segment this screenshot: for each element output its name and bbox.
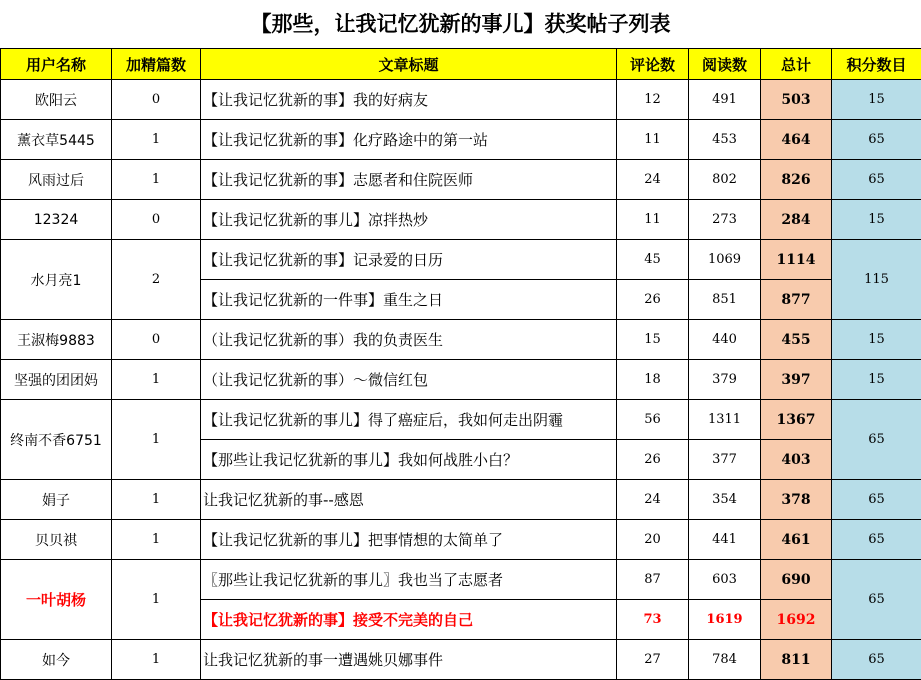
article-title-cell: 【让我记忆犹新的事】化疗路途中的第一站 bbox=[201, 120, 617, 160]
col-header-jiajing: 加精篇数 bbox=[112, 49, 201, 80]
jiajing-count-cell: 0 bbox=[112, 80, 201, 120]
article-title-cell: 【让我记忆犹新的事儿】把事情想的太简单了 bbox=[201, 520, 617, 560]
user-name-cell: 欧阳云 bbox=[1, 80, 112, 120]
read-count-cell: 379 bbox=[689, 360, 761, 400]
article-title-cell: 【那些让我记忆犹新的事儿】我如何战胜小白？ bbox=[201, 440, 617, 480]
jiajing-count-cell: 1 bbox=[112, 520, 201, 560]
comment-count-cell: 56 bbox=[617, 400, 689, 440]
col-header-reads: 阅读数 bbox=[689, 49, 761, 80]
read-count-cell: 440 bbox=[689, 320, 761, 360]
jiajing-count-cell: 1 bbox=[112, 120, 201, 160]
total-cell: 284 bbox=[761, 200, 832, 240]
points-cell: 65 bbox=[832, 160, 921, 200]
user-name-cell: 娟子 bbox=[1, 480, 112, 520]
points-cell: 65 bbox=[832, 640, 921, 680]
read-count-cell: 273 bbox=[689, 200, 761, 240]
user-name-cell: 如今 bbox=[1, 640, 112, 680]
read-count-cell: 784 bbox=[689, 640, 761, 680]
total-cell: 455 bbox=[761, 320, 832, 360]
col-header-user: 用户名称 bbox=[1, 49, 112, 80]
user-name-cell: 坚强的团团妈 bbox=[1, 360, 112, 400]
points-cell: 15 bbox=[832, 320, 921, 360]
article-title-cell: 【让我记忆犹新的事儿】得了癌症后，我如何走出阴霾 bbox=[201, 400, 617, 440]
table-row bbox=[1, 640, 921, 680]
total-cell: 397 bbox=[761, 360, 832, 400]
total-cell: 403 bbox=[761, 440, 832, 480]
comment-count-cell: 12 bbox=[617, 80, 689, 120]
comment-count-cell: 24 bbox=[617, 160, 689, 200]
total-cell: 461 bbox=[761, 520, 832, 560]
points-cell: 115 bbox=[832, 240, 921, 320]
comment-count-cell: 20 bbox=[617, 520, 689, 560]
jiajing-count-cell: 1 bbox=[112, 640, 201, 680]
read-count-cell: 1311 bbox=[689, 400, 761, 440]
points-cell: 65 bbox=[832, 120, 921, 160]
read-count-cell: 453 bbox=[689, 120, 761, 160]
user-name-cell: 水月亮1 bbox=[1, 240, 112, 320]
article-title-cell: 〖那些让我记忆犹新的事儿〗我也当了志愿者 bbox=[201, 560, 617, 600]
page-title: 【那些，让我记忆犹新的事儿】获奖帖子列表 bbox=[0, 0, 921, 48]
table-body bbox=[1, 80, 921, 680]
col-header-total: 总计 bbox=[761, 49, 832, 80]
table-row bbox=[1, 560, 921, 600]
jiajing-count-cell: 0 bbox=[112, 200, 201, 240]
award-table bbox=[0, 48, 921, 680]
table-row bbox=[1, 80, 921, 120]
comment-count-cell: 87 bbox=[617, 560, 689, 600]
points-cell: 65 bbox=[832, 520, 921, 560]
total-cell: 378 bbox=[761, 480, 832, 520]
jiajing-count-cell: 1 bbox=[112, 560, 201, 640]
col-header-points: 积分数目 bbox=[832, 49, 921, 80]
col-header-comments: 评论数 bbox=[617, 49, 689, 80]
table-row bbox=[1, 400, 921, 440]
jiajing-count-cell: 1 bbox=[112, 160, 201, 200]
jiajing-count-cell: 2 bbox=[112, 240, 201, 320]
user-name-cell: 薰衣草5445 bbox=[1, 120, 112, 160]
table-row bbox=[1, 120, 921, 160]
table-row bbox=[1, 520, 921, 560]
table-row bbox=[1, 160, 921, 200]
comment-count-cell: 73 bbox=[617, 600, 689, 640]
total-cell: 690 bbox=[761, 560, 832, 600]
total-cell: 503 bbox=[761, 80, 832, 120]
user-name-cell: 12324 bbox=[1, 200, 112, 240]
read-count-cell: 491 bbox=[689, 80, 761, 120]
article-title-cell: 【让我记忆犹新的事】接受不完美的自己 bbox=[201, 600, 617, 640]
comment-count-cell: 26 bbox=[617, 280, 689, 320]
table-row bbox=[1, 200, 921, 240]
read-count-cell: 377 bbox=[689, 440, 761, 480]
jiajing-count-cell: 1 bbox=[112, 480, 201, 520]
comment-count-cell: 18 bbox=[617, 360, 689, 400]
article-title-cell: 【让我记忆犹新的事】志愿者和住院医师 bbox=[201, 160, 617, 200]
article-title-cell: 【让我记忆犹新的事】我的好病友 bbox=[201, 80, 617, 120]
points-cell: 65 bbox=[832, 400, 921, 480]
read-count-cell: 603 bbox=[689, 560, 761, 600]
comment-count-cell: 27 bbox=[617, 640, 689, 680]
article-title-cell: 让我记忆犹新的事--感恩 bbox=[201, 480, 617, 520]
article-title-cell: 【让我记忆犹新的事】记录爱的日历 bbox=[201, 240, 617, 280]
article-title-cell: （让我记忆犹新的事）我的负责医生 bbox=[201, 320, 617, 360]
table-row bbox=[1, 320, 921, 360]
points-cell: 65 bbox=[832, 480, 921, 520]
table-row bbox=[1, 480, 921, 520]
total-cell: 1692 bbox=[761, 600, 832, 640]
read-count-cell: 851 bbox=[689, 280, 761, 320]
user-name-cell: 贝贝祺 bbox=[1, 520, 112, 560]
points-cell: 15 bbox=[832, 360, 921, 400]
comment-count-cell: 24 bbox=[617, 480, 689, 520]
points-cell: 15 bbox=[832, 200, 921, 240]
jiajing-count-cell: 0 bbox=[112, 320, 201, 360]
user-name-cell: 风雨过后 bbox=[1, 160, 112, 200]
read-count-cell: 802 bbox=[689, 160, 761, 200]
user-name-cell: 终南不香6751 bbox=[1, 400, 112, 480]
total-cell: 1114 bbox=[761, 240, 832, 280]
total-cell: 1367 bbox=[761, 400, 832, 440]
jiajing-count-cell: 1 bbox=[112, 400, 201, 480]
read-count-cell: 1069 bbox=[689, 240, 761, 280]
comment-count-cell: 45 bbox=[617, 240, 689, 280]
table-row bbox=[1, 360, 921, 400]
article-title-cell: 让我记忆犹新的事一遭遇姚贝娜事件 bbox=[201, 640, 617, 680]
article-title-cell: （让我记忆犹新的事）～微信红包 bbox=[201, 360, 617, 400]
read-count-cell: 441 bbox=[689, 520, 761, 560]
article-title-cell: 【让我记忆犹新的一件事】重生之日 bbox=[201, 280, 617, 320]
article-title-cell: 【让我记忆犹新的事儿】凉拌热炒 bbox=[201, 200, 617, 240]
total-cell: 464 bbox=[761, 120, 832, 160]
points-cell: 65 bbox=[832, 560, 921, 640]
read-count-cell: 354 bbox=[689, 480, 761, 520]
comment-count-cell: 11 bbox=[617, 120, 689, 160]
comment-count-cell: 26 bbox=[617, 440, 689, 480]
header-row bbox=[1, 49, 921, 80]
points-cell: 15 bbox=[832, 80, 921, 120]
total-cell: 826 bbox=[761, 160, 832, 200]
total-cell: 877 bbox=[761, 280, 832, 320]
comment-count-cell: 11 bbox=[617, 200, 689, 240]
comment-count-cell: 15 bbox=[617, 320, 689, 360]
total-cell: 811 bbox=[761, 640, 832, 680]
col-header-article: 文章标题 bbox=[201, 49, 617, 80]
jiajing-count-cell: 1 bbox=[112, 360, 201, 400]
user-name-cell: 一叶胡杨 bbox=[1, 560, 112, 640]
table-row bbox=[1, 240, 921, 280]
read-count-cell: 1619 bbox=[689, 600, 761, 640]
user-name-cell: 王淑梅9883 bbox=[1, 320, 112, 360]
